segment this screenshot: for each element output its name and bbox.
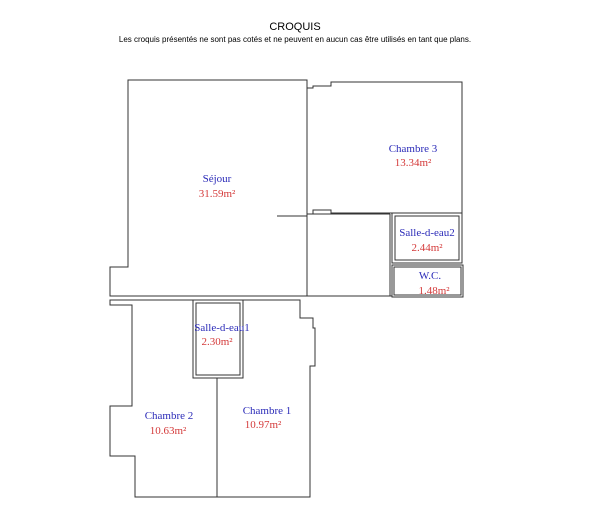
page-title: CROQUIS bbox=[269, 21, 321, 33]
wc-area: 1.48m² bbox=[418, 285, 450, 297]
salle-eau2-name: Salle-d-eau2 bbox=[399, 227, 455, 239]
sejour-area: 31.59m² bbox=[198, 188, 236, 200]
salle-eau2-area: 2.44m² bbox=[411, 242, 443, 254]
salle-eau1-name: Salle-d-eau1 bbox=[194, 322, 250, 334]
wc-name: W.C. bbox=[418, 270, 442, 282]
salle-eau1-area: 2.30m² bbox=[201, 336, 233, 348]
chambre3-walls bbox=[307, 82, 462, 214]
page-subtitle: Les croquis présentés ne sont pas cotés et ne peuvent en aucun cas être utilisés en tant que plans. bbox=[118, 35, 472, 44]
sejour-name: Séjour bbox=[202, 173, 232, 185]
chambre3-area: 13.34m² bbox=[394, 157, 432, 169]
chambre3-name: Chambre 3 bbox=[388, 143, 438, 155]
chambre2-name: Chambre 2 bbox=[144, 410, 194, 422]
chambre1-area: 10.97m² bbox=[244, 419, 282, 431]
chambre1-name: Chambre 1 bbox=[242, 405, 292, 417]
chambre2-area: 10.63m² bbox=[149, 425, 187, 437]
